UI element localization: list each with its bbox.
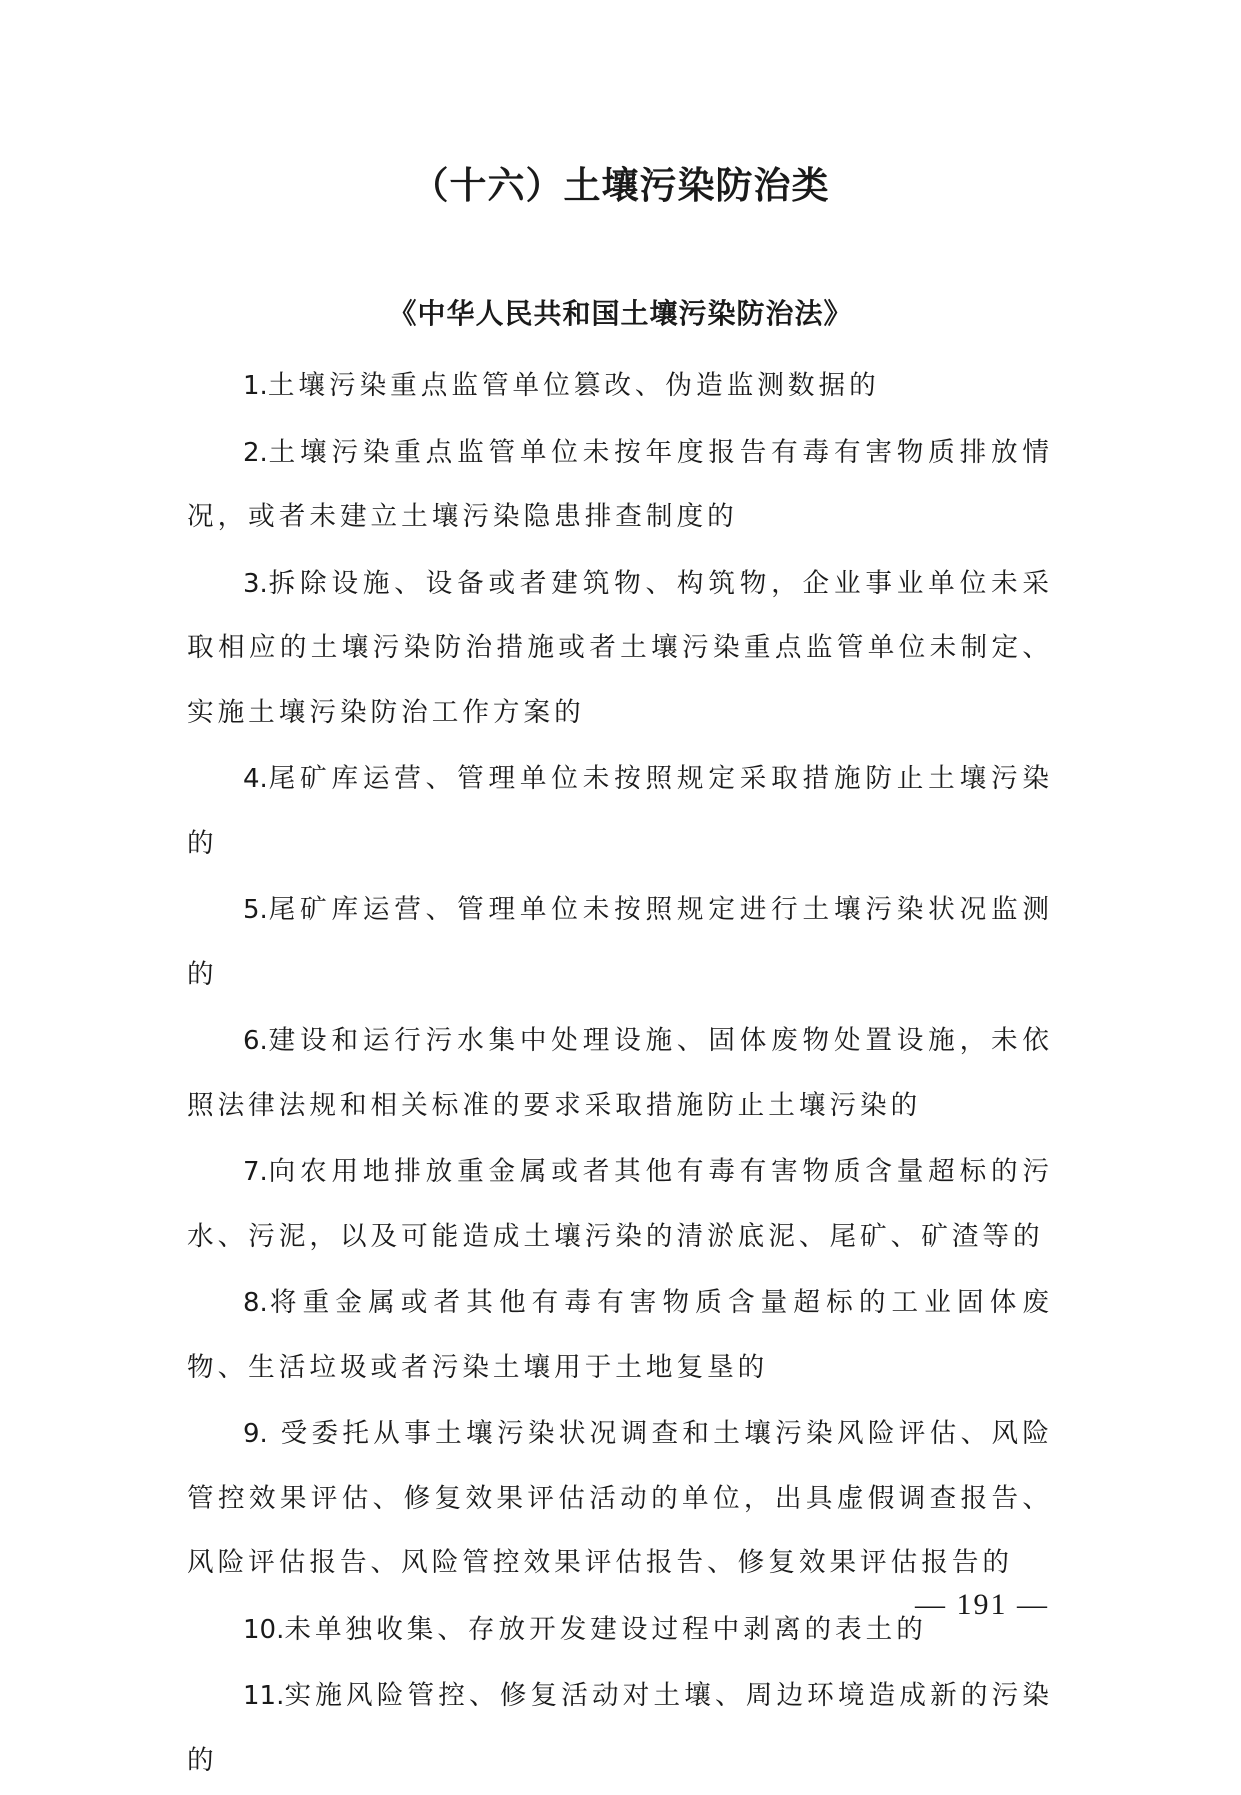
item-number: 3. <box>243 568 268 599</box>
list-item <box>187 1140 1053 1269</box>
page-number: — 191 — <box>915 1588 1049 1621</box>
item-text: 将重金属或者其他有毒有害物质含量超标的工业固体废物、生活垃圾或者污染土壤用于土地复垦的 <box>187 1287 1053 1383</box>
item-number: 9. <box>243 1419 268 1449</box>
item-text: 尾矿库运营、管理单位未按照规定进行土壤污染状况监测的 <box>187 894 1053 990</box>
item-number: 6. <box>243 1026 268 1056</box>
item-number: 2. <box>243 437 268 468</box>
list-item <box>187 421 1053 550</box>
list-item <box>187 1402 1053 1596</box>
item-number: 1. <box>243 371 268 401</box>
law-title: 《中华人民共和国土壤污染防治法》 <box>388 297 853 330</box>
item-text: 实施风险管控、修复活动对土壤、周边环境造成新的污染的 <box>187 1680 1053 1776</box>
item-number: 4. <box>243 764 268 794</box>
item-text: 土壤污染重点监管单位未按年度报告有毒有害物质排放情况，或者未建立土壤污染隐患排查制度的 <box>187 436 1053 532</box>
item-text: 拆除设施、设备或者建筑物、构筑物，企业事业单位未采取相应的土壤污染防治措施或者土壤污染重点监管单位未制定、实施土壤污染防治工作方案的 <box>187 567 1053 728</box>
list-item <box>187 747 1053 876</box>
section-title: （十六）土壤污染防治类 <box>411 164 830 207</box>
list-item <box>187 354 1053 419</box>
item-text: 建设和运行污水集中处理设施、固体废物处置设施，未依照法律法规和相关标准的要求采取措施防止土壤污染的 <box>187 1025 1053 1121</box>
list-item <box>187 1271 1053 1400</box>
list-item <box>187 552 1053 746</box>
item-number: 8. <box>243 1288 268 1318</box>
item-number: 7. <box>243 1157 268 1187</box>
item-number: 10. <box>243 1614 285 1645</box>
item-text: 受委托从事土壤污染状况调查和土壤污染风险评估、风险管控效果评估、修复效果评估活动的单位，出具虚假调查报告、风险评估报告、风险管控效果评估报告、修复效果评估报告的 <box>187 1418 1053 1578</box>
list-item <box>187 1009 1053 1138</box>
item-text: 尾矿库运营、管理单位未按照规定采取措施防止土壤污染的 <box>187 763 1053 859</box>
item-text: 向农用地排放重金属或者其他有毒有害物质含量超标的污水、污泥，以及可能造成土壤污染的清淤底泥、尾矿、矿渣等的 <box>187 1156 1053 1252</box>
list-item <box>187 878 1053 1007</box>
item-text: 土壤污染重点监管单位篡改、伪造监测数据的 <box>267 370 880 401</box>
violation-list <box>187 354 1053 1795</box>
item-number: 11. <box>243 1681 285 1711</box>
item-number: 5. <box>243 895 268 925</box>
list-item <box>187 1664 1053 1793</box>
item-text: 未单独收集、存放开发建设过程中剥离的表土的 <box>284 1613 927 1645</box>
